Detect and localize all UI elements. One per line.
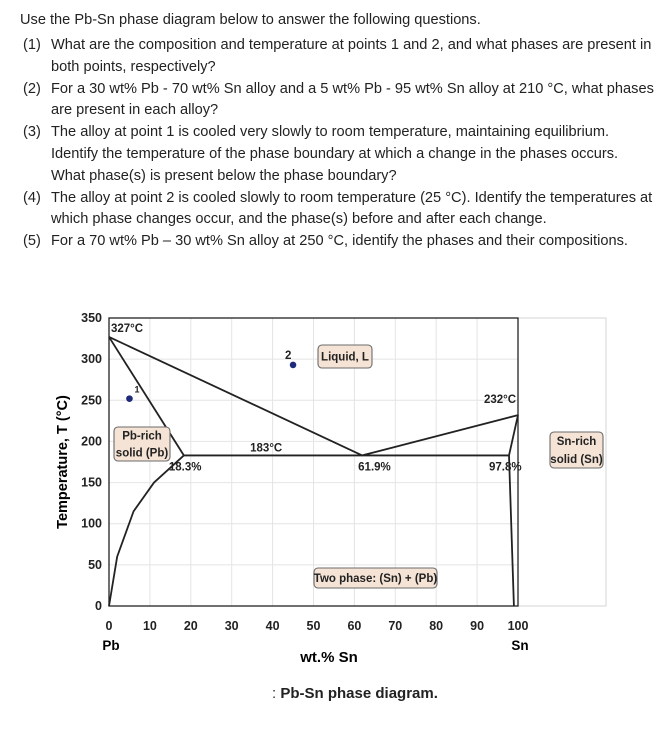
sn-solid-region-label: Sn-rich [556,436,597,448]
x-tick-label: 30 [224,619,239,633]
x-tick-label: 80 [429,619,444,633]
figure-caption [272,685,438,702]
y-tick-label: 200 [81,434,102,449]
two-phase-region-label: Two phase: (Sn) + (Pb) [313,573,438,585]
y-tick-label: 350 [81,311,102,325]
y-axis-label: Temperature, T (°C) [55,395,71,529]
alloy-point-2 [290,362,297,369]
sn-solid-region-label: solid (Sn) [550,454,603,466]
x-tick-label: 10 [142,619,157,633]
x-tick-label: 100 [507,619,529,633]
question-number: (3) [23,124,41,141]
x-end-label-sn: Sn [511,638,529,653]
x-tick-label: 70 [388,619,403,633]
x-tick-label: 60 [347,619,362,633]
y-tick-label: 150 [81,475,102,490]
annotation-label: 327°C [111,322,144,335]
x-tick-labels [106,619,529,633]
question-number: (4) [23,189,41,206]
question-number: (1) [23,37,41,53]
annotation-label: 18.3% [168,461,202,474]
question-text: The alloy at point 2 is cooled slowly to room temperature (25 °C). Identify the temperatures at which phase changes occur, and the phase(s) before and after each change. [51,189,653,228]
annotation-label: 232°C [484,394,517,407]
y-tick-label: 0 [95,599,102,613]
x-tick-label: 90 [470,619,485,633]
y-tick-label: 250 [81,393,102,408]
question-text: The alloy at point 1 is cooled very slowly to room temperature, maintaining equilibrium. Identify the temperature of the phase boundary at which a change in the phases occurs. What phase(s) is present below the phase boundary? [51,124,619,184]
caption-mark: : [272,685,277,702]
caption-text: Pb-Sn phase diagram. [280,685,438,702]
pb-solid-region-label: Pb-rich [122,430,162,443]
x-axis-label: wt.% Sn [300,649,358,666]
alloy-point-label: 1 [134,384,140,395]
question-number: (2) [23,80,41,97]
pb-solid-region-label: solid (Pb) [115,447,169,460]
question-text: For a 30 wt% Pb - 70 wt% Sn alloy and a 5 wt% Pb - 95 wt% Sn alloy at 210 °C, what phases are present in each alloy? [51,80,654,119]
x-end-label-pb: Pb [102,638,120,653]
annotation-label: 61.9% [358,461,391,474]
y-tick-label: 50 [88,557,102,572]
question-text: What are the composition and temperature at points 1 and 2, and what phases are present in both points, respectively? [51,37,652,75]
intro-text: Use the Pb-Sn phase diagram below to answer the following questions. [20,12,481,28]
alloy-point-1 [126,395,133,402]
x-tick-label: 40 [265,619,280,633]
x-tick-label: 0 [105,619,113,633]
liquid-region-label: Liquid, L [321,351,369,364]
y-tick-label: 100 [81,516,102,531]
annotation-label: 97.8% [489,461,522,474]
annotation-label: 183°C [250,442,283,455]
y-tick-labels [81,311,102,613]
y-tick-label: 300 [81,352,102,367]
alloy-point-label: 2 [285,349,292,362]
x-tick-label: 50 [306,619,321,633]
question-text: For a 70 wt% Pb – 30 wt% Sn alloy at 250 °C, identify the phases and their compositions. [51,233,628,250]
x-tick-label: 20 [183,619,198,633]
question-number: (5) [23,233,41,250]
